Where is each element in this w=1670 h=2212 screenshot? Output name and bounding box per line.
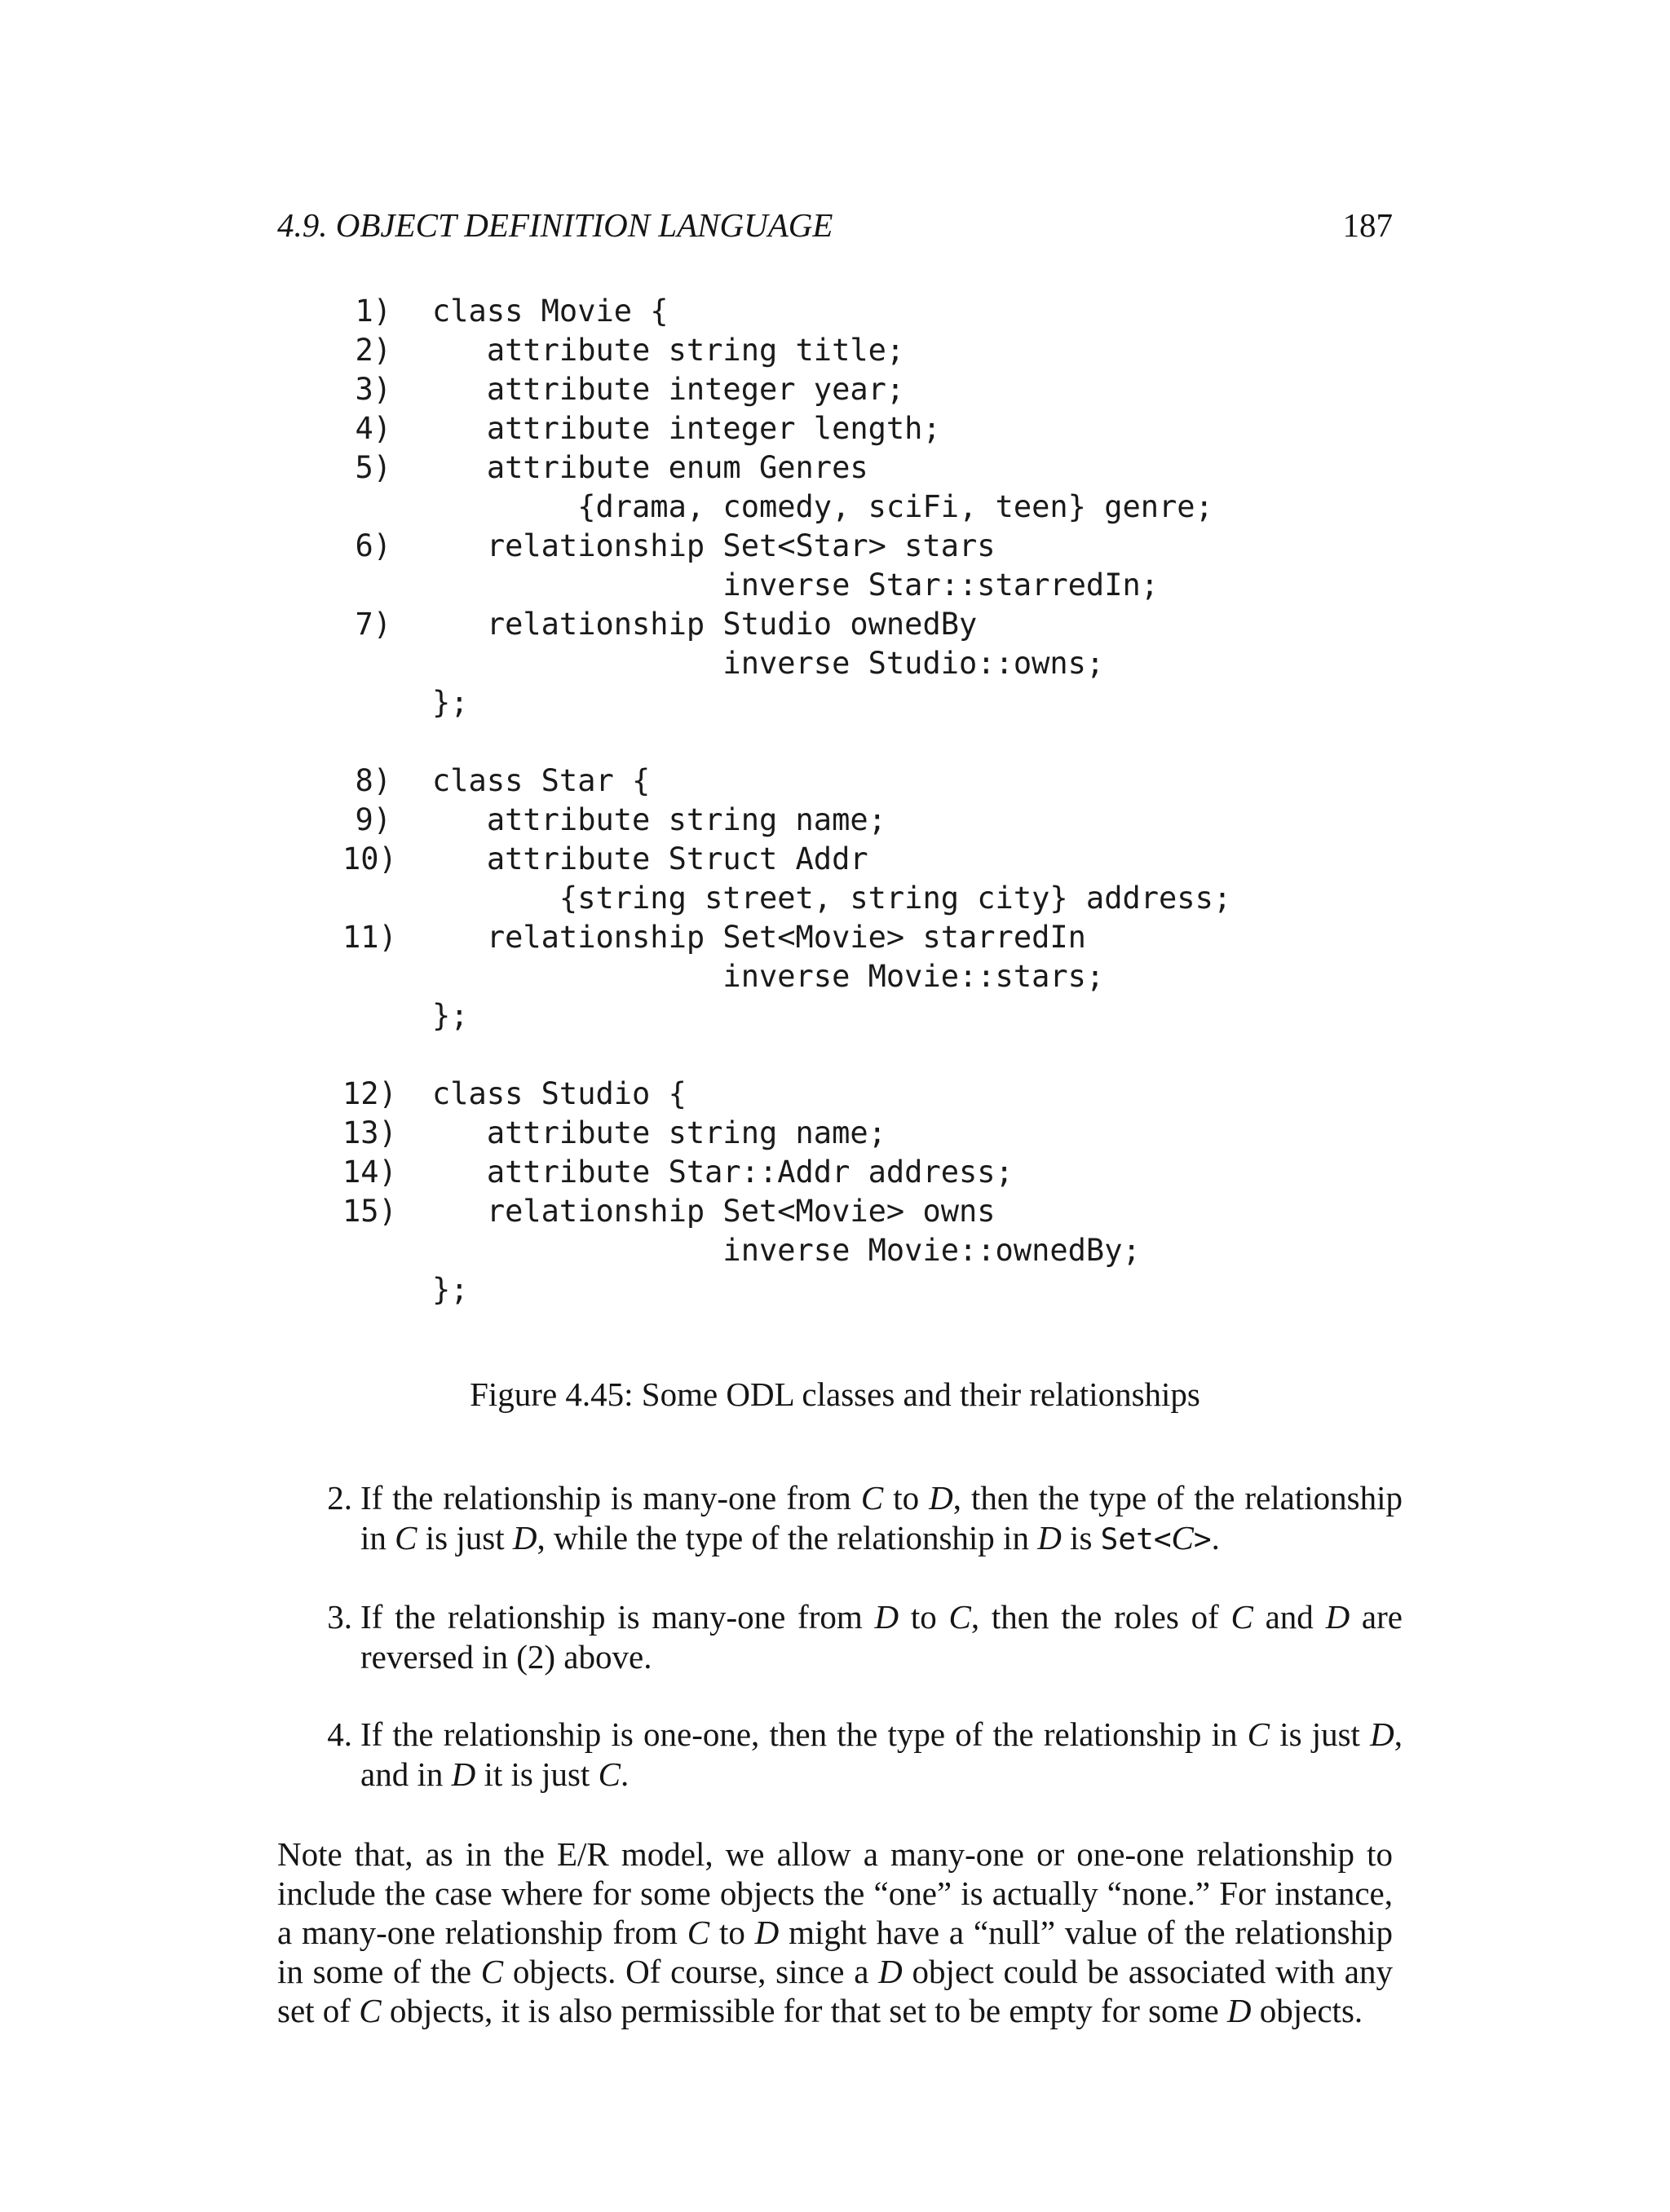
code-text: class Movie { (432, 294, 669, 329)
line-number: 4) (355, 411, 391, 446)
list-marker: 4. (327, 1715, 352, 1753)
code-text: class Star { (432, 763, 651, 798)
line-number: 11) (342, 920, 397, 955)
code-text: attribute string name; (432, 1115, 886, 1150)
code-text: attribute Struct Addr (432, 841, 868, 876)
code-text: relationship Studio ownedBy (432, 607, 978, 642)
code-text: relationship Set<Movie> starredIn (432, 920, 1086, 955)
line-number: 12) (342, 1076, 397, 1111)
code-text: attribute integer year; (432, 372, 905, 407)
list-item-text: If the relationship is many-one from D to C, then the roles of C and D are reversed in (2) above. (360, 1598, 1403, 1676)
line-number: 10) (342, 841, 397, 876)
code-text: {drama, comedy, sciFi, teen} genre; (432, 489, 1213, 524)
list-item (302, 1478, 1403, 1560)
code-text: attribute string title; (432, 333, 905, 368)
code-text: inverse Movie::ownedBy; (432, 1233, 1141, 1268)
list-item (302, 1597, 1403, 1677)
code-text: attribute string name; (432, 802, 886, 837)
figure-caption: Figure 4.45: Some ODL classes and their relationships (470, 1375, 1200, 1413)
numbered-list (302, 1478, 1403, 1832)
code-text: attribute integer length; (432, 411, 941, 446)
line-number: 14) (342, 1155, 397, 1190)
line-number: 6) (355, 528, 391, 563)
line-number: 8) (355, 763, 391, 798)
code-text: inverse Studio::owns; (432, 646, 1105, 681)
running-head (277, 204, 1393, 246)
line-number: 15) (342, 1194, 397, 1229)
code-text: }; (432, 998, 469, 1033)
code-text: {string street, string city} address; (432, 881, 1232, 916)
body-paragraph: Note that, as in the E/R model, we allow a many-one or one-one relationship to include the case where for some objects the “one” is actually “none.” For instance, a many-one relationship from C to D might have a “null” value of the relationship in some of the C objects. Of course, since a D object could be associated with any set of C objects, it is also permissible for that set to be empty for some D objects. (277, 1835, 1393, 2029)
line-number: 5) (355, 450, 391, 485)
line-number: 13) (342, 1115, 397, 1150)
code-text: relationship Set<Star> stars (432, 528, 996, 563)
line-number: 2) (355, 333, 391, 368)
list-item (302, 1715, 1403, 1795)
code-text: inverse Movie::stars; (432, 959, 1105, 994)
list-item-text: If the relationship is many-one from C to D, then the type of the relationship in C is just D, while the type of the relationship in D is Set<C>. (360, 1479, 1403, 1556)
code-text: attribute enum Genres (432, 450, 868, 485)
code-text: inverse Star::starredIn; (432, 567, 1160, 603)
code-text: attribute Star::Addr address; (432, 1155, 1014, 1190)
line-number: 9) (355, 802, 391, 837)
code-text: }; (432, 1272, 469, 1307)
code-text: }; (432, 685, 469, 720)
line-number: 3) (355, 372, 391, 407)
page-number: 187 (1342, 206, 1393, 244)
list-marker: 2. (327, 1479, 352, 1517)
code-text: relationship Set<Movie> owns (432, 1194, 996, 1229)
line-number: 1) (355, 294, 391, 329)
line-number: 7) (355, 607, 391, 642)
code-text: class Studio { (432, 1076, 687, 1111)
list-marker: 3. (327, 1598, 352, 1636)
list-item-text: If the relationship is one-one, then the type of the relationship in C is just D, and in D it is just C. (360, 1715, 1403, 1793)
section-title: 4.9. OBJECT DEFINITION LANGUAGE (277, 206, 833, 244)
